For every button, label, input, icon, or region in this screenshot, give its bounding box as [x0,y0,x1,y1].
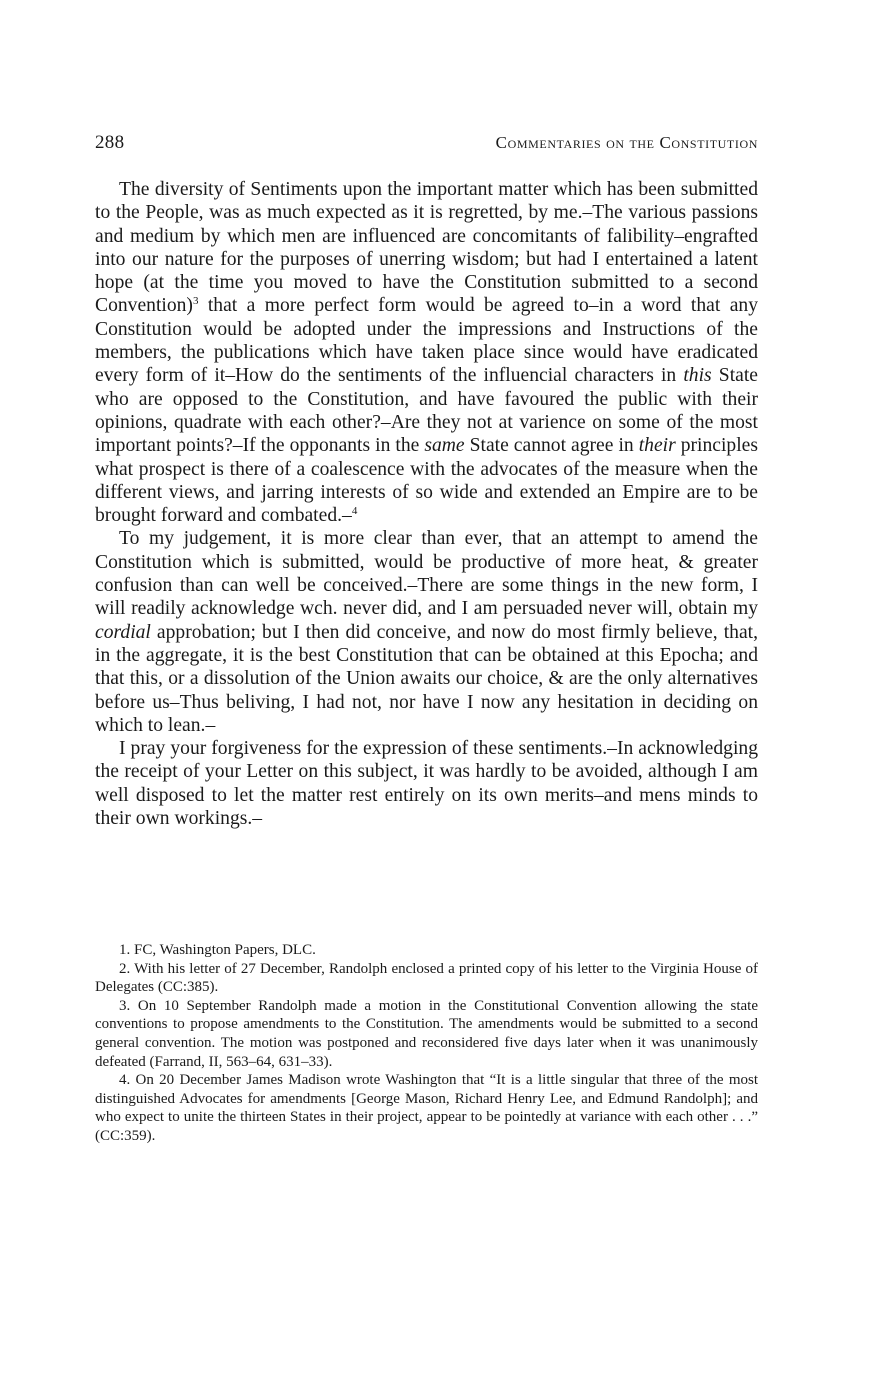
footnote: 1. FC, Washington Papers, DLC. [119,942,316,958]
body-paragraph: I pray your forgiveness for the expression of these sentiments.–In acknowledging the receipt of your Letter on this subject, it was hardly to be avoided, although I am well disposed to let the matter rest entirely on its own merits–and mens minds to their own workings.– [95,738,758,830]
footnote: 2. With his letter of 27 December, Randolph enclosed a printed copy of his letter to the Virginia House of Delegates (CC:385). [95,960,758,996]
body-paragraph: The diversity of Sentiments upon the important matter which has been submitted to the People, was as much expected as it is regretted, by me.–The various passions and medium by which men are influenced are concomitants of falibility–engrafted into our nature for the purposes of unerring wisdom; but had I entertained a latent hope (at the time you moved to have the Constitution submitted to a second Convention)$^3$ that a more perfect form would be agreed to–in a word that any Constitution would be adopted under the impressions and Instructions of the members, the publications which have taken place since would have eradicated every form of it–How do the sentiments of the influencial characters in this State who are opposed to the Constitution, and have favoured the public with their opinions, quadrate with each other?–Are they not at varience on some of the most important points?–If the opponants in the same State cannot agree in their principles what prospect is there of a coalescence with the advocates of the measure when the different views, and jarring interests of so wide and extended an Empire are to be brought forward and combated.–$^4$ [95,179,758,527]
footnote: 3. On 10 September Randolph made a motion in the Constitutional Convention allowing the state conventions to propose amendments to the Constitution. The amendments would be submitted to a second general convention. The motion was postponed and reconsidered five days later when it was unanimously defeated (Farrand, II, 563–64, 631–33). [95,997,758,1070]
footnotes [95,941,758,1146]
page-header [95,132,758,154]
body-paragraph: To my judgement, it is more clear than ever, that an attempt to amend the Constitution which is submitted, would be productive of more heat, & greater confusion than can well be conceived.–There are some things in the new form, I will readily acknowledge wch. never did, and I am persuaded never will, obtain my cordial approbation; but I then did conceive, and now do most firmly believe, that, in the aggregate, it is the best Constitution that can be obtained at this Epocha; and that this, or a dissolution of the Union awaits our choice, & are the only alternatives before us–Thus beliving, I had not, nor have I now any hesitation in deciding on which to lean.– [95,528,758,736]
page-number: 288 [95,132,125,153]
letter-body [95,178,758,830]
footnote: 4. On 20 December James Madison wrote Washington that “It is a little singular that three of the most distinguished Advocates for amendments [George Mason, Richard Henry Lee, and Edmund Randolph]; and who expect to unite the thirteen States in their project, appear to be pointedly at variance with each other . . .” (CC:359). [95,1072,758,1144]
footnote-reference: 4 [351,505,358,518]
running-title: Commentaries on the Constitution [495,133,758,152]
footnote-reference: 3 [192,295,199,308]
